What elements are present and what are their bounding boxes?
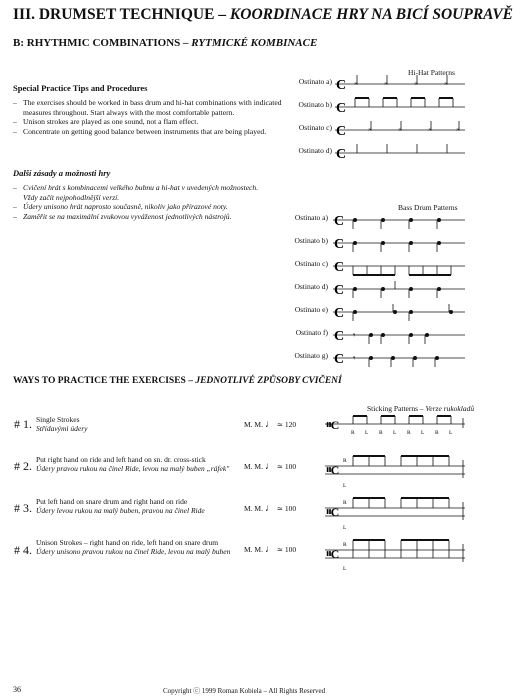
hihat-label-b: Ostinato b) bbox=[298, 100, 332, 109]
hihat-label-a: Ostinato a) bbox=[298, 77, 332, 86]
page-title bbox=[13, 6, 513, 24]
time-sig-c-icon: C bbox=[336, 101, 347, 116]
svg-text:×: × bbox=[368, 126, 372, 134]
exercise-subtitle: Údery unisono pravou rukou na činel Ride, levou na malý buben bbox=[36, 547, 231, 556]
hihat-label-c: Ostinato c) bbox=[298, 123, 332, 132]
exercise-subtitle: Údery pravou rukou na činel Ride, levou na malý buben „ráfek" bbox=[36, 464, 230, 473]
hand-label: L bbox=[343, 566, 347, 572]
ways-title bbox=[13, 376, 342, 386]
svg-text:𝄥C: 𝄥C bbox=[327, 547, 340, 561]
time-sig-c-icon: C bbox=[336, 124, 347, 139]
tips-en-title: Special Practice Tips and Procedures bbox=[13, 83, 148, 93]
page-number: 36 bbox=[13, 685, 21, 694]
svg-text:C: C bbox=[334, 214, 345, 229]
quarter-note-icon: ♩ bbox=[264, 419, 275, 430]
sticking-letter: R bbox=[435, 430, 439, 436]
quarter-note-icon: ♩ bbox=[264, 461, 275, 472]
svg-text:C: C bbox=[334, 306, 345, 321]
quarter-note-icon: ♩ bbox=[264, 544, 275, 555]
exercise-title: Single Strokes bbox=[36, 415, 80, 424]
svg-text:𝄥C: 𝄥C bbox=[327, 463, 340, 477]
mm-label: M. M. bbox=[244, 545, 263, 554]
hand-label: R bbox=[343, 500, 347, 506]
bass-label-c: Ostinato c) bbox=[294, 259, 328, 268]
bass-label-b: Ostinato b) bbox=[294, 236, 328, 245]
tips-cz-title: Další zásady a možnosti hry bbox=[13, 168, 111, 178]
svg-text:C: C bbox=[334, 329, 345, 344]
hand-label: R bbox=[343, 542, 347, 548]
sticking-letter: L bbox=[393, 430, 397, 436]
exercise-number: # 1. bbox=[14, 417, 32, 431]
copyright: Copyright ⓒ 1999 Roman Kobiela – All Rights Reserved bbox=[163, 687, 326, 695]
hihat-staves bbox=[335, 72, 467, 162]
tips-cz-list bbox=[13, 183, 268, 221]
hand-label: L bbox=[343, 483, 347, 489]
sticking-title-cz: Verze rukokladů bbox=[425, 404, 475, 413]
tempo-value: ≃ 100 bbox=[276, 462, 297, 471]
ways-title-cz: JEDNOTLIVÉ ZPŮSOBY CVIČENÍ bbox=[195, 376, 342, 386]
svg-text:×: × bbox=[428, 126, 432, 134]
mm-label: M. M. bbox=[244, 462, 263, 471]
sticking-staves bbox=[325, 412, 467, 572]
bass-label-f: Ostinato f) bbox=[295, 328, 328, 337]
hihat-label-d: Ostinato d) bbox=[298, 146, 332, 155]
metronome-mark bbox=[244, 503, 296, 514]
svg-text:𝄾: 𝄾 bbox=[353, 330, 356, 340]
svg-text:𝄥C: 𝄥C bbox=[327, 505, 340, 519]
svg-text:×: × bbox=[414, 80, 418, 88]
tips-en-item: – The exercises should be worked in bass drum and hi-hat combinations with indicated measures throughout. Start always with the most comfortable pattern. bbox=[13, 98, 283, 117]
metronome-mark bbox=[244, 419, 296, 430]
sticking-letter: L bbox=[421, 430, 425, 436]
bass-label-e: Ostinato e) bbox=[294, 305, 328, 314]
tips-en-list bbox=[13, 98, 283, 136]
bass-title: Bass Drum Patterns bbox=[398, 203, 458, 212]
svg-text:×: × bbox=[456, 126, 460, 134]
svg-text:C: C bbox=[334, 260, 345, 275]
svg-text:×: × bbox=[444, 80, 448, 88]
sticking-letter: R bbox=[407, 430, 411, 436]
svg-text:𝄥C: 𝄥C bbox=[327, 418, 340, 432]
svg-text:×: × bbox=[398, 126, 402, 134]
exercise-number: # 3. bbox=[14, 501, 32, 515]
svg-text:C: C bbox=[334, 237, 345, 252]
tempo-value: ≃ 120 bbox=[276, 420, 297, 429]
tempo-value: ≃ 100 bbox=[276, 545, 297, 554]
exercise-title: Put left hand on snare drum and right hand on ride bbox=[36, 497, 188, 506]
section-title-en: B: RHYTHMIC COMBINATIONS – bbox=[13, 37, 192, 49]
ways-title-en: WAYS TO PRACTICE THE EXERCISES – bbox=[13, 376, 196, 386]
sticking-title-en: Sticking Patterns – bbox=[367, 404, 426, 413]
mm-label: M. M. bbox=[244, 420, 263, 429]
exercise-title: Put right hand on ride and left hand on sn. dr. cross-stick bbox=[36, 455, 206, 464]
exercise-subtitle: Střídavými údery bbox=[36, 424, 88, 433]
svg-text:×: × bbox=[354, 80, 358, 88]
sticking-letter: R bbox=[379, 430, 383, 436]
tips-en-item: – Unison strokes are played as one sound, not a flam effect. bbox=[13, 117, 283, 127]
exercise-number: # 4. bbox=[14, 543, 32, 557]
svg-text:C: C bbox=[334, 283, 345, 298]
hand-label: L bbox=[343, 525, 347, 531]
section-title bbox=[13, 37, 317, 49]
tips-en bbox=[13, 83, 283, 136]
tips-cz-item: – Cvičení hrát s kombinacemi velkého bubnu a hi-hat v uvedených možnostech. Vždy začít nejpohodlnější verzí. bbox=[13, 183, 268, 202]
quarter-note-icon: ♩ bbox=[264, 503, 275, 514]
sticking-letter: R bbox=[351, 430, 355, 436]
metronome-mark bbox=[244, 544, 296, 555]
metronome-mark bbox=[244, 461, 296, 472]
sticking-letter: L bbox=[449, 430, 453, 436]
hihat-title: Hi-Hat Patterns bbox=[408, 68, 455, 77]
svg-text:𝄾: 𝄾 bbox=[353, 353, 356, 363]
bass-label-g: Ostinato g) bbox=[294, 351, 328, 360]
section-title-cz: RYTMICKÉ KOMBINACE bbox=[191, 37, 318, 49]
tips-cz bbox=[13, 168, 268, 221]
svg-text:C: C bbox=[334, 352, 345, 367]
svg-text:×: × bbox=[384, 80, 388, 88]
bass-label-d: Ostinato d) bbox=[294, 282, 328, 291]
time-sig-c-icon: C bbox=[336, 78, 347, 93]
exercise-number: # 2. bbox=[14, 459, 32, 473]
exercise-subtitle: Údery levou rukou na malý buben, pravou na činel Ride bbox=[36, 506, 205, 515]
bass-staves bbox=[333, 208, 467, 368]
bass-label-a: Ostinato a) bbox=[294, 213, 328, 222]
exercise-title: Unison Strokes – right hand on ride, left hand on snare drum bbox=[36, 538, 219, 547]
time-sig-c-icon: C bbox=[336, 147, 347, 162]
page-title-en: III. DRUMSET TECHNIQUE – bbox=[13, 6, 230, 23]
tips-cz-item: – Údery unisono hrát naprosto současně, nikoliv jako přírazové noty. bbox=[13, 202, 268, 212]
sticking-letter: L bbox=[365, 430, 369, 436]
page-title-cz: KOORDINACE HRY NA BICÍ SOUPRAVĚ bbox=[229, 6, 513, 23]
tips-cz-item: – Zaměřit se na maximální zvukovou vyváženost jednotlivých nástrojů. bbox=[13, 212, 268, 222]
mm-label: M. M. bbox=[244, 504, 263, 513]
hand-label: R bbox=[343, 458, 347, 464]
tips-en-item: – Concentrate on getting good balance between instruments that are being played. bbox=[13, 127, 283, 137]
tempo-value: ≃ 100 bbox=[276, 504, 297, 513]
